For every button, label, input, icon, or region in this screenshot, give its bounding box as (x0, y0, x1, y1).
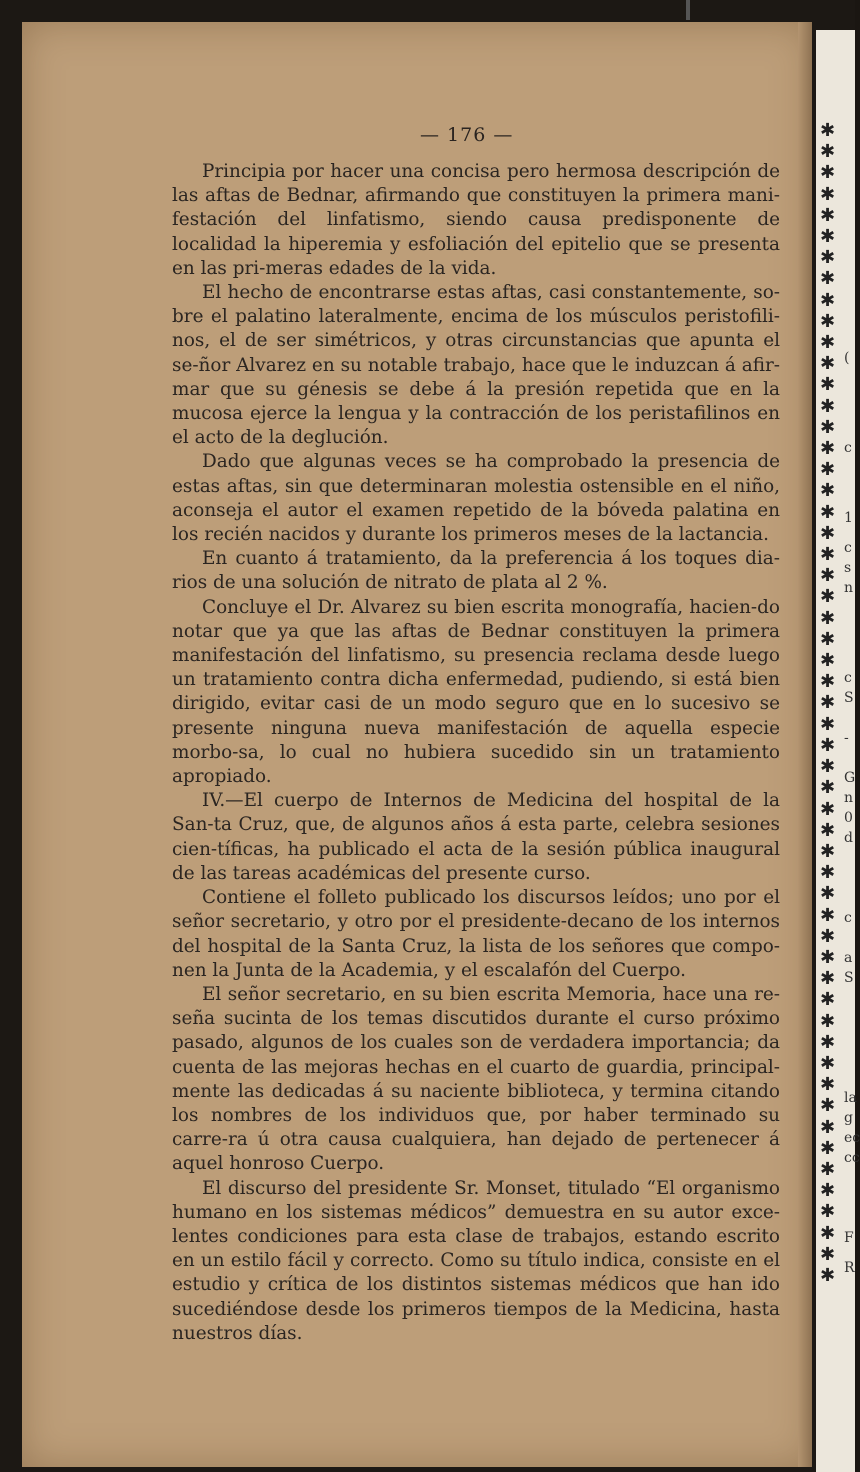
paragraph: En cuanto á tratamiento, da la preferencia á los toques dia-rios de una solución de nitrato de plata al 2 %. (172, 548, 780, 594)
adjacent-text-fragment: d (844, 830, 853, 846)
adjacent-text-fragment: R (844, 1260, 855, 1276)
adjacent-text-fragment: cc (844, 1150, 860, 1166)
page-edge-shadow (798, 22, 812, 1467)
paragraph: Concluye el Dr. Alvarez su bien escrita monografía, hacien-do notar que ya que las aftas de Bednar constituyen la primera manifestación del linfatismo, su presencia reclama desde luego un tratamiento contra dicha enfermedad, pudiendo, si está bien dirigido, evitar casi de un modo seguro que en lo sucesivo se presente ninguna nueva manifestación de aquella especie morbo-sa, lo cual no hubiera sucedido sin un tratamiento apropiado. (172, 596, 780, 788)
adjacent-text-fragment: S (844, 970, 854, 986)
adjacent-text-fragment: g (844, 1110, 853, 1126)
adjacent-text-fragment: G (844, 770, 856, 786)
binding-tab (686, 0, 690, 20)
adjacent-text-fragment: ec (844, 1130, 860, 1146)
paragraph: IV.—El cuerpo de Internos de Medicina del hospital de la San-ta Cruz, que, de algunos años á esta parte, celebra sesiones cien-tíficas, ha publicado el acta de la sesión pública inaugural de las tareas académicas del presente curso. (172, 790, 780, 884)
adjacent-text-fragment: c (844, 540, 852, 556)
adjacent-text-fragment: s (844, 560, 852, 576)
adjacent-text-fragment: a (844, 950, 853, 966)
adjacent-text-fragment: S (844, 690, 854, 706)
paragraph: El discurso del presidente Sr. Monset, titulado “El organismo humano en los sistemas médicos” demuestra en su autor exce-lentes condiciones para esta clase de trabajos, estando escrito en un estilo fácil y correcto. Como su título indica, consiste en el estudio y crítica de los distintos sistemas médicos que han ido sucediéndose desde los primeros tiempos de la Medicina, hasta nuestros días. (172, 1177, 780, 1344)
adjacent-text-fragment: n (844, 580, 854, 596)
adjacent-page (816, 30, 860, 1472)
paragraph: El señor secretario, en su bien escrita Memoria, hace una re-seña sucinta de los temas discutidos durante el curso próximo pasado, algunos de los cuales son de verdadera importancia; da cuenta de las mejoras hechas en el cuarto de guardia, principal-mente las dedicadas á su naciente biblioteca, y termina citando los nombres de los individuos que, por haber terminado su carre-ra ú otra causa cualquiera, han dejado de pertenecer á aquel honroso Cuerpo. (172, 983, 780, 1175)
adjacent-text-fragment: la (844, 1090, 857, 1106)
adjacent-text-fragment: c (844, 440, 852, 456)
page-number: — 176 — (420, 124, 514, 146)
adjacent-text-fragment: F (844, 1230, 854, 1246)
ornamental-border: ✱ ✱ ✱ ✱ ✱ ✱ ✱ ✱ ✱ ✱ ✱ ✱ ✱ ✱ ✱ ✱ ✱ ✱ ✱ ✱ ✱ ✱ ✱ ✱ ✱ ✱ ✱ ✱ ✱ ✱ ✱ ✱ ✱ ✱ ✱ ✱ ✱ ✱ ✱ ✱ ✱ ✱ ✱ ✱ ✱ ✱ ✱ ✱ ✱ ✱ ✱ ✱ ✱ ✱ ✱ (820, 120, 836, 1286)
page-body (172, 160, 780, 1346)
adjacent-text-fragment: n (844, 790, 854, 806)
adjacent-text-fragment: c (844, 910, 852, 926)
paragraph: Principia por hacer una concisa pero hermosa descripción de las aftas de Bednar, afirmando que constituyen la primera mani-festación del linfatismo, siendo causa predisponente de localidad la hiperemia y esfoliación del epitelio que se presenta en las pri-meras edades de la vida. (172, 161, 780, 279)
adjacent-text-fragment: c (844, 670, 852, 686)
adjacent-text-fragment: - (844, 730, 849, 746)
adjacent-text-fragment: 0 (844, 810, 853, 826)
adjacent-text-fragment: 1 (844, 510, 853, 526)
paragraph: Contiene el folleto publicado los discursos leídos; uno por el señor secretario, y otro por el presidente-decano de los internos del hospital de la Santa Cruz, la lista de los señores que compo-nen la Junta de la Academia, y el escalafón del Cuerpo. (172, 887, 780, 981)
paragraph: El hecho de encontrarse estas aftas, casi constantemente, so-bre el palatino lateralmente, encima de los músculos peristofili-nos, el de ser simétricos, y otras circunstancias que apunta el se-ñor Alvarez en su notable trabajo, hace que le induzcan á afir-mar que su génesis se debe á la presión repetida que en la mucosa ejerce la lengua y la contracción de los peristafilinos en el acto de la deglución. (172, 282, 780, 449)
paragraph: Dado que algunas veces se ha comprobado la presencia de estas aftas, sin que determinaran molestia ostensible en el niño, aconseja el autor el examen repetido de la bóveda palatina en los recién nacidos y durante los primeros meses de la lactancia. (172, 451, 780, 546)
adjacent-text-fragment: ( (844, 350, 850, 366)
